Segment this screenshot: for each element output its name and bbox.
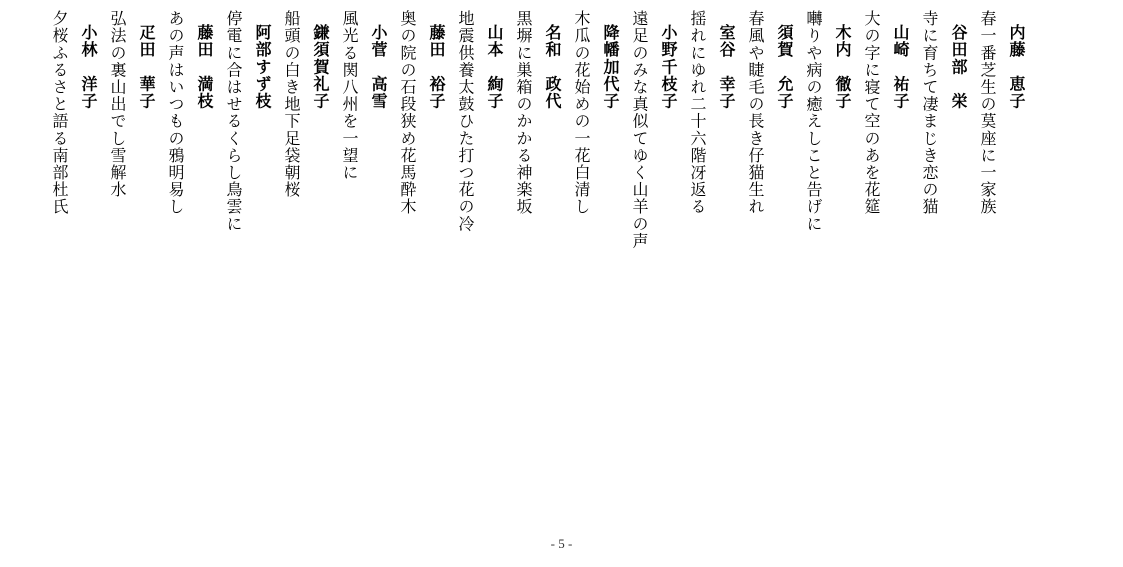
haiku-text: 風光る関八州を一望に — [340, 10, 359, 181]
haiku-text: 弘法の裏山出でし雪解水 — [108, 10, 127, 199]
haiku-author: 疋田 華子 — [137, 24, 156, 110]
haiku-author: 小菅 高雪 — [369, 24, 388, 110]
haiku-text: 奥の院の石段狭め花馬酔木 — [398, 10, 417, 216]
haiku-author: 内藤 恵子 — [1007, 24, 1026, 110]
haiku-text: 寺に育ちて凄まじき恋の猫 — [920, 10, 939, 216]
haiku-author: 木内 徹子 — [833, 24, 852, 110]
haiku-author: 名和 政代 — [543, 24, 562, 110]
haiku-author: 小林 洋子 — [79, 24, 98, 110]
haiku-text: 船頭の白き地下足袋朝桜 — [282, 10, 301, 199]
haiku-author: 山本 絢子 — [485, 24, 504, 110]
haiku-text: 木瓜の花始めの一花白清し — [572, 10, 591, 216]
haiku-author: 須賀 允子 — [775, 24, 794, 110]
page-number: - 5 - — [550, 536, 573, 551]
haiku-author: 谷田部 栄 — [949, 24, 968, 110]
haiku-author: 山崎 祐子 — [891, 24, 910, 110]
haiku-author: 小野千枝子 — [659, 24, 678, 110]
haiku-author: 室谷 幸子 — [717, 24, 736, 110]
haiku-text: 揺れにゆれ二十六階冴返る — [688, 10, 707, 216]
haiku-author: 阿部すず枝 — [253, 24, 272, 110]
haiku-text: 遠足のみな真似てゆく山羊の声 — [630, 10, 649, 250]
haiku-text: あの声はいつもの鴉明易し — [166, 10, 185, 216]
haiku-text: 夕桜ふるさと語る南部杜氏 — [50, 10, 69, 216]
haiku-collection — [45, 10, 1031, 290]
haiku-text: 春風や睫毛の長き仔猫生れ — [746, 10, 765, 216]
haiku-author: 鎌須賀礼子 — [311, 24, 330, 110]
haiku-author: 藤田 裕子 — [427, 24, 446, 110]
haiku-text: 停電に合はせるくらし鳥雲に — [224, 10, 243, 233]
haiku-text: 囀りや病の癒えしこと告げに — [804, 10, 823, 233]
haiku-text: 地震供養太鼓ひた打つ花の冷 — [456, 10, 475, 233]
haiku-text: 大の字に寝て空のあを花筵 — [862, 10, 881, 216]
haiku-author: 藤田 満枝 — [195, 24, 214, 110]
haiku-text: 黒塀に巣箱のかかる神楽坂 — [514, 10, 533, 216]
haiku-text: 春一番芝生の茣座に一家族 — [978, 10, 997, 216]
haiku-author: 降幡加代子 — [601, 24, 620, 110]
